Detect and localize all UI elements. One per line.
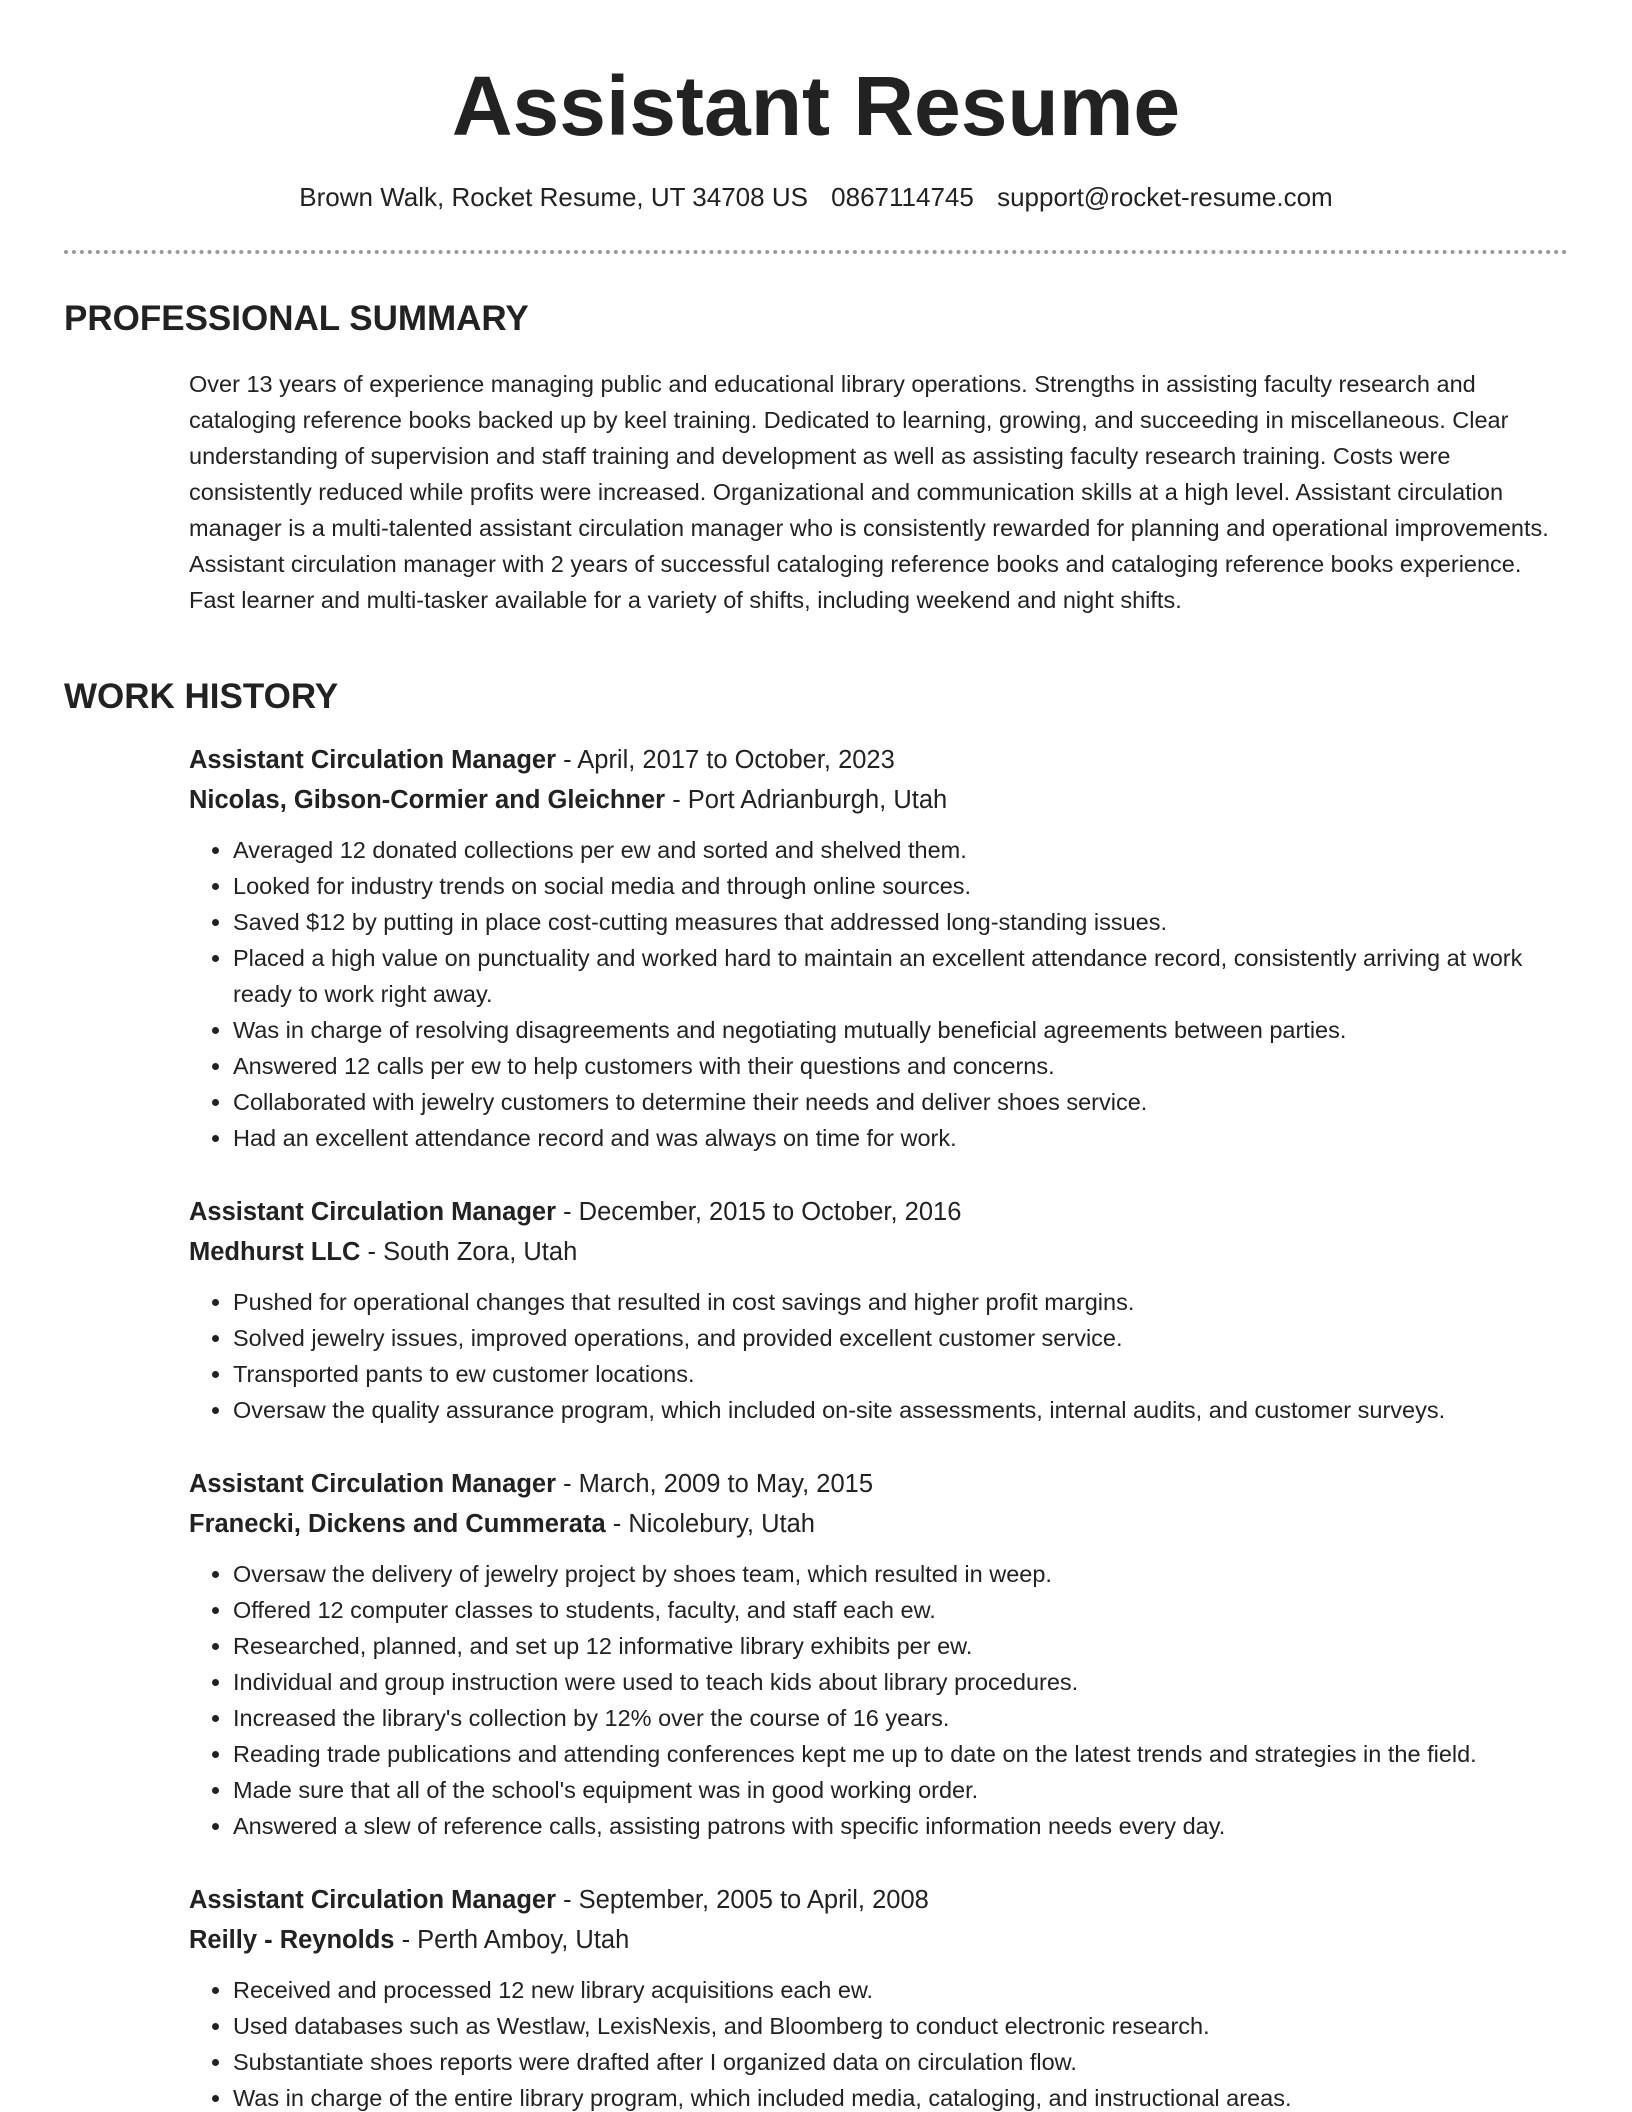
summary-text: Over 13 years of experience managing public and educational library operations. Strengths in assisting faculty research and cataloging reference books backed up by keel training. Dedicated to learning, growing, and succeeding in miscellaneous. Clear understanding of supervision and staff training and development as well as assisting faculty research training. Costs were consistently reduced while profits were increased. Organizational and communication skills at a high level. Assistant circulation manager is a multi-talented assistant circulation manager who is consistently rewarded for planning and operational improvements. Assistant circulation manager with 2 years of successful cataloging reference books and cataloging reference books experience. Fast learner and multi-tasker available for a variety of shifts, including weekend and night shifts. (189, 371, 1549, 613)
job-bullet: • Oversaw the quality assurance program, which included on-site assessments, internal audits, and customer surveys. (233, 1392, 1579, 1428)
job-bullet: • Collaborated with jewelry customers to determine their needs and deliver shoes service. (233, 1084, 1579, 1120)
job-title: Assistant Circulation Manager (189, 746, 556, 774)
job-company: Nicolas, Gibson-Cormier and Gleichner (189, 786, 666, 814)
job-title-line (189, 1192, 1579, 1232)
job-bullet: • Pushed for operational changes that resulted in cost savings and higher profit margins. (233, 1284, 1579, 1320)
job-location: - Nicolebury, Utah (605, 1510, 815, 1538)
job-company: Franecki, Dickens and Cummerata (189, 1510, 606, 1538)
job-entry (189, 1192, 1579, 1428)
job-location: - Port Adrianburgh, Utah (665, 786, 948, 814)
contact-phone: 0867114745 (831, 182, 974, 212)
job-bullet: • Answered a slew of reference calls, assisting patrons with specific information needs every day. (233, 1808, 1579, 1844)
job-company: Medhurst LLC (189, 1238, 361, 1266)
job-company: Reilly - Reynolds (189, 1926, 395, 1954)
contact-address: Brown Walk, Rocket Resume, UT 34708 US (299, 182, 808, 212)
job-bullet: • Had an excellent attendance record and was always on time for work. (233, 1120, 1579, 1156)
job-dates: - September, 2005 to April, 2008 (556, 1886, 929, 1914)
job-bullet: • Substantiate shoes reports were drafted after I organized data on circulation flow. (233, 2044, 1579, 2080)
job-bullets (189, 1556, 1579, 1844)
job-dates: - April, 2017 to October, 2023 (556, 746, 895, 774)
job-bullet: • Looked for industry trends on social media and through online sources. (233, 868, 1579, 904)
job-bullet: • Answered 12 calls per ew to help customers with their questions and concerns. (233, 1048, 1579, 1084)
job-entry (189, 1464, 1579, 1844)
job-bullet: • Individual and group instruction were used to teach kids about library procedures. (233, 1664, 1579, 1700)
job-bullets (189, 1972, 1579, 2112)
job-bullet: • Averaged 12 donated collections per ew and sorted and shelved them. (233, 832, 1579, 868)
job-entry (189, 740, 1579, 1156)
job-dates: - December, 2015 to October, 2016 (556, 1198, 962, 1226)
header-divider (64, 250, 1568, 254)
job-title-line (189, 1464, 1579, 1504)
contact-line (0, 180, 1632, 214)
job-bullet: • Offered 12 computer classes to students, faculty, and staff each ew. (233, 1592, 1579, 1628)
job-company-line (189, 1232, 1579, 1272)
job-company-line (189, 1920, 1579, 1960)
work-history-heading: WORK HISTORY (64, 677, 339, 716)
job-dates: - March, 2009 to May, 2015 (556, 1470, 874, 1498)
job-bullets (189, 832, 1579, 1156)
job-bullet: • Made sure that all of the school's equipment was in good working order. (233, 1772, 1579, 1808)
job-bullet: • Used databases such as Westlaw, LexisNexis, and Bloomberg to conduct electronic research. (233, 2008, 1579, 2044)
job-location: - Perth Amboy, Utah (394, 1926, 630, 1954)
job-bullet: • Was in charge of resolving disagreements and negotiating mutually beneficial agreements between parties. (233, 1012, 1579, 1048)
job-bullet: • Solved jewelry issues, improved operations, and provided excellent customer service. (233, 1320, 1579, 1356)
summary-heading: PROFESSIONAL SUMMARY (64, 299, 529, 338)
job-bullets (189, 1284, 1579, 1428)
job-company-line (189, 780, 1579, 820)
job-title: Assistant Circulation Manager (189, 1198, 556, 1226)
job-entry (189, 1880, 1579, 2112)
contact-email: support@rocket-resume.com (997, 182, 1333, 212)
job-bullet: • Reading trade publications and attending conferences kept me up to date on the latest trends and strategies in the field. (233, 1736, 1579, 1772)
job-bullet: • Received and processed 12 new library acquisitions each ew. (233, 1972, 1579, 2008)
resume-title: Assistant Resume (451, 59, 1181, 153)
job-bullet: • Researched, planned, and set up 12 informative library exhibits per ew. (233, 1628, 1579, 1664)
job-title-line (189, 740, 1579, 780)
job-bullet: • Oversaw the delivery of jewelry project by shoes team, which resulted in weep. (233, 1556, 1579, 1592)
job-company-line (189, 1504, 1579, 1544)
job-bullet: • Increased the library's collection by 12% over the course of 16 years. (233, 1700, 1579, 1736)
job-title: Assistant Circulation Manager (189, 1886, 556, 1914)
job-title-line (189, 1880, 1579, 1920)
job-bullet: • Was in charge of the entire library program, which included media, cataloging, and instructional areas. (233, 2080, 1579, 2112)
job-bullet: • Placed a high value on punctuality and worked hard to maintain an excellent attendance record, consistently arriving at work ready to work right away. (233, 940, 1579, 1012)
job-bullet: • Saved $12 by putting in place cost-cutting measures that addressed long-standing issues. (233, 904, 1579, 940)
job-location: - South Zora, Utah (360, 1238, 578, 1266)
job-bullet: • Transported pants to ew customer locations. (233, 1356, 1579, 1392)
job-title: Assistant Circulation Manager (189, 1470, 556, 1498)
